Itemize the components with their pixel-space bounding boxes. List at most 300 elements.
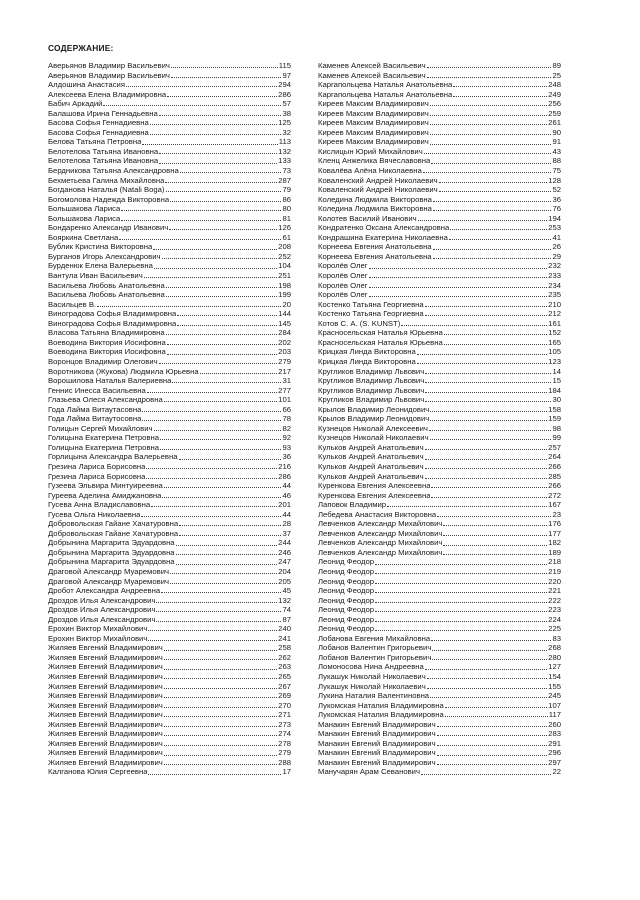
- entry-author-name: Ерохин Виктор Михайлович: [48, 633, 148, 643]
- entry-author-name: Крицкая Линда Викторовна: [318, 347, 416, 357]
- entry-page-number: 274: [278, 729, 291, 739]
- entry-author-name: Киреев Максим Владимирович: [318, 127, 429, 137]
- entry-author-name: Гусева Анна Владиславовна: [48, 500, 151, 510]
- entry-author-name: Жиляев Евгений Владимирович: [48, 672, 163, 681]
- entry-author-name: Кульков Андрей Анатольевич: [318, 442, 424, 452]
- entry-page-number: 220: [548, 576, 561, 586]
- dot-leader: [425, 373, 551, 374]
- contents-entry: [318, 195, 561, 205]
- dot-leader: [144, 277, 277, 278]
- entry-page-number: 241: [278, 633, 291, 643]
- entry-author-name: Голицына Екатерина Петровна: [48, 433, 160, 443]
- dot-leader: [159, 153, 277, 154]
- contents-entry: [48, 185, 291, 195]
- dot-leader: [160, 449, 281, 450]
- entry-page-number: 218: [548, 557, 561, 567]
- entry-page-number: 30: [552, 395, 561, 405]
- entry-page-number: 263: [278, 662, 291, 672]
- entry-page-number: 184: [548, 385, 561, 395]
- dot-leader: [425, 669, 547, 670]
- dot-leader: [164, 659, 277, 660]
- entry-author-name: Вантула Иван Васильевич: [48, 271, 143, 281]
- entry-page-number: 261: [548, 118, 561, 128]
- dot-leader: [375, 611, 547, 612]
- dot-leader: [159, 163, 277, 164]
- contents-entry: [318, 281, 561, 291]
- entry-page-number: 93: [282, 442, 291, 452]
- contents-entry: [48, 548, 291, 558]
- contents-entry: [318, 767, 561, 777]
- dot-leader: [146, 468, 277, 469]
- contents-entry: [318, 424, 561, 434]
- contents-entry: [48, 424, 291, 434]
- entry-page-number: 233: [548, 271, 561, 281]
- entry-author-name: Леонид Феодор: [318, 614, 375, 624]
- entry-author-name: Лукашук Николай Николаевич: [318, 681, 426, 691]
- dot-leader: [164, 401, 277, 402]
- entry-author-name: Манучарян Арам Севанович: [318, 767, 420, 777]
- dot-leader: [375, 621, 547, 622]
- entry-page-number: 199: [278, 290, 291, 300]
- contents-entry: [318, 596, 561, 606]
- entry-author-name: Гусева Ольга Николаевна: [48, 509, 141, 519]
- entry-page-number: 158: [548, 404, 561, 414]
- dot-leader: [369, 287, 548, 288]
- dot-leader: [425, 392, 547, 393]
- entry-page-number: 287: [278, 175, 291, 185]
- entry-author-name: Власова Татьяна Владимировна: [48, 328, 165, 338]
- entry-page-number: 286: [278, 471, 291, 481]
- entry-author-name: Лебедева Анастасия Викторовна: [318, 509, 437, 519]
- contents-entry: [48, 586, 291, 596]
- dot-leader: [162, 497, 281, 498]
- contents-entry: [48, 223, 291, 233]
- entry-author-name: Жиляев Евгений Владимирович: [48, 652, 163, 662]
- entry-author-name: Манакин Евгений Владимирович: [318, 748, 436, 758]
- entry-author-name: Алдошина Анастасия: [48, 80, 125, 90]
- entry-page-number: 38: [282, 108, 291, 118]
- entry-author-name: Кондратенко Оксана Александровна: [318, 223, 450, 233]
- dot-leader: [430, 105, 547, 106]
- entry-page-number: 234: [548, 280, 561, 290]
- contents-entry: [48, 128, 291, 138]
- entry-page-number: 278: [278, 738, 291, 748]
- entry-page-number: 123: [548, 356, 561, 366]
- dot-leader: [375, 602, 547, 603]
- entry-author-name: Левченков Александр Михайлович: [318, 519, 443, 529]
- entry-page-number: 272: [548, 490, 561, 500]
- entry-page-number: 219: [548, 566, 561, 576]
- entry-page-number: 224: [548, 614, 561, 624]
- dot-leader: [154, 430, 282, 431]
- contents-entry: [318, 357, 561, 367]
- contents-entry: [318, 118, 561, 128]
- entry-author-name: Глазьева Олеся Александровна: [48, 395, 163, 405]
- contents-entry: [318, 376, 561, 386]
- dot-leader: [425, 459, 548, 460]
- entry-author-name: Манакин Евгений Владимирович: [318, 738, 436, 748]
- entry-page-number: 115: [278, 61, 291, 70]
- dot-leader: [425, 382, 551, 383]
- dot-leader: [167, 344, 277, 345]
- entry-author-name: Жиляев Евгений Владимирович: [48, 738, 163, 748]
- entry-page-number: 235: [548, 290, 561, 300]
- entry-author-name: Геннис Инесса Васильевна: [48, 385, 146, 395]
- entry-author-name: Левченков Александр Михайлович: [318, 547, 443, 557]
- entry-author-name: Богомолова Надежда Викторовна: [48, 194, 170, 204]
- contents-entry: [48, 204, 291, 214]
- dot-leader: [166, 191, 282, 192]
- entry-page-number: 26: [552, 242, 561, 252]
- entry-author-name: Кондрашина Екатерина Николаевна: [318, 232, 448, 242]
- entry-author-name: Добрынина Маргарита Эдуардовна: [48, 547, 175, 557]
- entry-author-name: Горлицына Александра Валерьевна: [48, 452, 178, 462]
- contents-entry: [48, 252, 291, 262]
- entry-author-name: Большакова Лариса: [48, 213, 121, 223]
- entry-page-number: 165: [548, 337, 561, 347]
- entry-author-name: Куренкова Евгения Алексеевна: [318, 481, 431, 491]
- contents-entry: [318, 271, 561, 281]
- contents-entry: [48, 596, 291, 606]
- entry-page-number: 155: [548, 681, 561, 691]
- contents-entry: [318, 147, 561, 157]
- dot-leader: [164, 726, 277, 727]
- entry-page-number: 264: [548, 452, 561, 462]
- entry-author-name: Коледина Людмила Викторовна: [318, 194, 432, 204]
- entry-page-number: 294: [278, 80, 291, 90]
- entry-author-name: Виноградова Софья Владимировна: [48, 318, 177, 328]
- contents-entry: [318, 691, 561, 701]
- dot-leader: [177, 315, 277, 316]
- entry-page-number: 285: [548, 471, 561, 481]
- contents-entry: [48, 137, 291, 147]
- contents-entry: [48, 214, 291, 224]
- entry-page-number: 247: [278, 557, 291, 567]
- entry-author-name: Гуреева Аделина Амиджановна: [48, 490, 162, 500]
- entry-page-number: 89: [552, 61, 561, 70]
- contents-entry: [318, 185, 561, 195]
- entry-author-name: Кленц Анжелика Вячеславовна: [318, 156, 431, 166]
- entry-author-name: Жиляев Евгений Владимирович: [48, 643, 163, 653]
- contents-entry: [318, 710, 561, 720]
- entry-author-name: Добровольская Гайане Хачатуровна: [48, 519, 179, 529]
- contents-column-left: [48, 61, 291, 777]
- contents-entry: [48, 281, 291, 291]
- entry-author-name: Каргапольцева Наталья Анатольевна: [318, 80, 453, 90]
- contents-entry: [318, 557, 561, 567]
- entry-author-name: Киреев Максим Владимирович: [318, 118, 429, 128]
- dot-leader: [159, 115, 282, 116]
- dot-leader: [164, 735, 277, 736]
- dot-leader: [148, 640, 277, 641]
- entry-author-name: Жиляев Евгений Владимирович: [48, 748, 163, 758]
- dot-leader: [103, 105, 281, 106]
- entry-page-number: 61: [282, 232, 291, 242]
- contents-column-right: [318, 61, 561, 777]
- contents-entry: [48, 577, 291, 587]
- entry-page-number: 248: [548, 80, 561, 90]
- entry-page-number: 201: [278, 500, 291, 510]
- entry-author-name: Лаповок Владимир: [318, 500, 387, 510]
- entry-page-number: 128: [548, 175, 561, 185]
- entry-author-name: Ковалёва Алёна Николаевна: [318, 166, 422, 176]
- entry-page-number: 297: [548, 757, 561, 767]
- entry-author-name: Жиляев Евгений Владимирович: [48, 662, 163, 672]
- dot-leader: [156, 611, 281, 612]
- entry-author-name: Ерохин Виктор Михайлович: [48, 624, 148, 634]
- entry-page-number: 267: [278, 681, 291, 691]
- entry-author-name: Белова Татьяна Петровна: [48, 137, 142, 147]
- contents-entry: [318, 166, 561, 176]
- dot-leader: [164, 697, 277, 698]
- dot-leader: [162, 258, 278, 259]
- dot-leader: [169, 229, 277, 230]
- entry-page-number: 74: [282, 605, 291, 615]
- entry-author-name: Ломоносова Нина Андреевна: [318, 662, 424, 672]
- dot-leader: [431, 163, 551, 164]
- dot-leader: [423, 172, 552, 173]
- dot-leader: [431, 497, 547, 498]
- entry-page-number: 161: [548, 318, 561, 328]
- contents-entry: [318, 233, 561, 243]
- entry-page-number: 223: [548, 605, 561, 615]
- dot-leader: [431, 640, 551, 641]
- entry-author-name: Костенко Татьяна Георгиевна: [318, 299, 424, 309]
- contents-entry: [318, 252, 561, 262]
- entry-author-name: Басова Софья Геннадиевна: [48, 127, 149, 137]
- entry-author-name: Корнеева Евгения Анатольевна: [318, 251, 432, 261]
- entry-page-number: 80: [282, 204, 291, 214]
- dot-leader: [161, 592, 281, 593]
- dot-leader: [171, 67, 278, 68]
- entry-author-name: Жиляев Евгений Владимирович: [48, 681, 163, 691]
- contents-entry: [48, 71, 291, 81]
- entry-page-number: 283: [548, 729, 561, 739]
- entry-author-name: Васильева Любовь Анатольевна: [48, 280, 165, 290]
- entry-page-number: 270: [278, 700, 291, 710]
- entry-author-name: Красносельская Наталья Юрьевна: [318, 337, 443, 347]
- entry-page-number: 75: [552, 166, 561, 176]
- contents-entry: [318, 90, 561, 100]
- entry-author-name: Бурденюк Елена Валерьевна: [48, 261, 153, 271]
- entry-page-number: 259: [548, 108, 561, 118]
- entry-author-name: Грезина Лариса Борисовна: [48, 461, 146, 471]
- contents-entry: [48, 290, 291, 300]
- entry-author-name: Воеводина Виктория Иосифовна: [48, 337, 166, 347]
- contents-entry: [48, 634, 291, 644]
- dot-leader: [142, 411, 281, 412]
- contents-entry: [48, 662, 291, 672]
- dot-leader: [427, 678, 547, 679]
- entry-page-number: 29: [552, 251, 561, 261]
- entry-author-name: Года Лайма Витаутасовна: [48, 404, 142, 414]
- entry-page-number: 277: [278, 385, 291, 395]
- contents-entry: [48, 147, 291, 157]
- entry-author-name: Воротникова (Жукова) Людмила Юрьевна: [48, 366, 199, 376]
- entry-author-name: Калганова Юлия Сергеевна: [48, 767, 148, 777]
- contents-entry: [48, 271, 291, 281]
- entry-page-number: 97: [282, 70, 291, 80]
- entry-author-name: Леонид Феодор: [318, 605, 375, 615]
- entry-author-name: Кузнецов Николай Алексеевич: [318, 423, 428, 433]
- dot-leader: [439, 182, 548, 183]
- dot-leader: [170, 583, 277, 584]
- dot-leader: [432, 659, 547, 660]
- contents-entry: [48, 510, 291, 520]
- dot-leader: [421, 774, 551, 775]
- contents-entry: [48, 701, 291, 711]
- contents-entry: [48, 300, 291, 310]
- entry-author-name: Манакин Евгений Владимирович: [318, 719, 436, 729]
- entry-author-name: Виноградова Софья Владимировна: [48, 309, 177, 319]
- entry-author-name: Ворошилова Наталья Валериевна: [48, 376, 172, 386]
- dot-leader: [179, 459, 282, 460]
- entry-page-number: 145: [278, 318, 291, 328]
- contents-entry: [48, 710, 291, 720]
- entry-author-name: Дроздов Илья Александрович: [48, 614, 156, 624]
- entry-page-number: 202: [278, 337, 291, 347]
- entry-page-number: 17: [282, 767, 291, 777]
- contents-entry: [318, 586, 561, 596]
- dot-leader: [444, 334, 547, 335]
- entry-page-number: 284: [278, 328, 291, 338]
- entry-page-number: 189: [548, 547, 561, 557]
- contents-entry: [318, 472, 561, 482]
- contents-entry: [318, 605, 561, 615]
- contents-entry: [318, 328, 561, 338]
- dot-leader: [444, 344, 547, 345]
- dot-leader: [146, 478, 277, 479]
- contents-entry: [318, 615, 561, 625]
- dot-leader: [164, 745, 277, 746]
- dot-leader: [164, 650, 277, 651]
- entry-author-name: Лобанов Валентин Григорьевич: [318, 652, 432, 662]
- contents-entry: [318, 290, 561, 300]
- dot-leader: [156, 621, 281, 622]
- entry-page-number: 86: [282, 194, 291, 204]
- entry-author-name: Бондаренко Александр Иванович: [48, 223, 169, 233]
- entry-page-number: 57: [282, 99, 291, 109]
- dot-leader: [156, 602, 277, 603]
- entry-page-number: 37: [282, 528, 291, 538]
- dot-leader: [432, 650, 547, 651]
- contents-entry: [318, 758, 561, 768]
- entry-author-name: Васильцев В.: [48, 299, 97, 309]
- entry-author-name: Королёв Олег: [318, 271, 368, 281]
- entry-page-number: 66: [282, 404, 291, 414]
- entry-author-name: Левченков Александр Михайлович: [318, 528, 443, 538]
- dot-leader: [119, 239, 281, 240]
- entry-author-name: Лукомская Наталия Владимировна: [318, 710, 444, 720]
- entry-author-name: Грезина Лариса Борисовна: [48, 471, 146, 481]
- dot-leader: [160, 439, 281, 440]
- contents-entry: [48, 653, 291, 663]
- dot-leader: [375, 573, 547, 574]
- entry-author-name: Коваленский Андрей Николаевич: [318, 175, 438, 185]
- contents-entry: [318, 500, 561, 510]
- entry-author-name: Жиляев Евгений Владимирович: [48, 700, 163, 710]
- entry-author-name: Кульков Андрей Анатольевич: [318, 452, 424, 462]
- contents-entry: [318, 529, 561, 539]
- entry-author-name: Жиляев Евгений Владимирович: [48, 710, 163, 720]
- dot-leader: [164, 755, 277, 756]
- dot-leader: [433, 249, 552, 250]
- entry-page-number: 212: [548, 309, 561, 319]
- contents-entry: [48, 90, 291, 100]
- dot-leader: [150, 124, 277, 125]
- entry-page-number: 232: [548, 261, 561, 271]
- contents-entry: [318, 338, 561, 348]
- contents-entry: [48, 624, 291, 634]
- entry-page-number: 245: [548, 691, 561, 701]
- contents-entry: [318, 624, 561, 634]
- dot-leader: [164, 764, 277, 765]
- entry-author-name: Жиляев Евгений Владимирович: [48, 757, 163, 767]
- entry-author-name: Королёв Олег: [318, 280, 368, 290]
- dot-leader: [200, 373, 278, 374]
- entry-page-number: 256: [548, 99, 561, 109]
- entry-author-name: Воеводина Виктория Иосифовна: [48, 347, 166, 357]
- contents-entry: [318, 519, 561, 529]
- entry-author-name: Дробот Александра Андреевна: [48, 586, 161, 596]
- entry-page-number: 22: [552, 767, 561, 777]
- contents-entry: [318, 548, 561, 558]
- entry-page-number: 208: [278, 242, 291, 252]
- entry-author-name: Красносельская Наталья Юрьевна: [318, 328, 443, 338]
- entry-page-number: 81: [282, 213, 291, 223]
- dot-leader: [153, 249, 277, 250]
- entry-page-number: 257: [548, 442, 561, 452]
- contents-entry: [48, 433, 291, 443]
- entry-page-number: 176: [548, 519, 561, 529]
- entry-page-number: 240: [278, 624, 291, 634]
- contents-entry: [318, 643, 561, 653]
- dot-leader: [141, 516, 281, 517]
- dot-leader: [164, 669, 277, 670]
- entry-page-number: 132: [278, 146, 291, 156]
- contents-entry: [318, 204, 561, 214]
- dot-leader: [142, 420, 281, 421]
- contents-entry: [318, 510, 561, 520]
- entry-author-name: Голицын Сергей Михайлович: [48, 423, 153, 433]
- dot-leader: [172, 382, 281, 383]
- entry-author-name: Лукашук Николай Николаевич: [318, 672, 426, 681]
- contents-entry: [318, 137, 561, 147]
- entry-author-name: Кульков Андрей Анатольевич: [318, 471, 424, 481]
- contents-entry: [48, 481, 291, 491]
- contents-entry: [318, 61, 561, 71]
- entry-author-name: Киреев Максим Владимирович: [318, 137, 429, 147]
- contents-entry: [48, 195, 291, 205]
- contents-entry: [48, 500, 291, 510]
- entry-author-name: Бурганов Игорь Александрович: [48, 251, 161, 261]
- entry-author-name: Алексеева Елена Владимировна: [48, 89, 167, 99]
- entry-author-name: Лукомская Наталия Владимировна: [318, 700, 444, 710]
- entry-page-number: 260: [548, 719, 561, 729]
- dot-leader: [443, 525, 547, 526]
- dot-leader: [164, 678, 277, 679]
- entry-author-name: Королёв Олег: [318, 261, 368, 271]
- contents-entry: [318, 128, 561, 138]
- entry-page-number: 221: [548, 586, 561, 596]
- entry-page-number: 25: [552, 70, 561, 80]
- dot-leader: [418, 220, 548, 221]
- contents-entry: [318, 80, 561, 90]
- contents-entry: [48, 99, 291, 109]
- dot-leader: [430, 697, 547, 698]
- dot-leader: [167, 354, 277, 355]
- contents-entry: [48, 242, 291, 252]
